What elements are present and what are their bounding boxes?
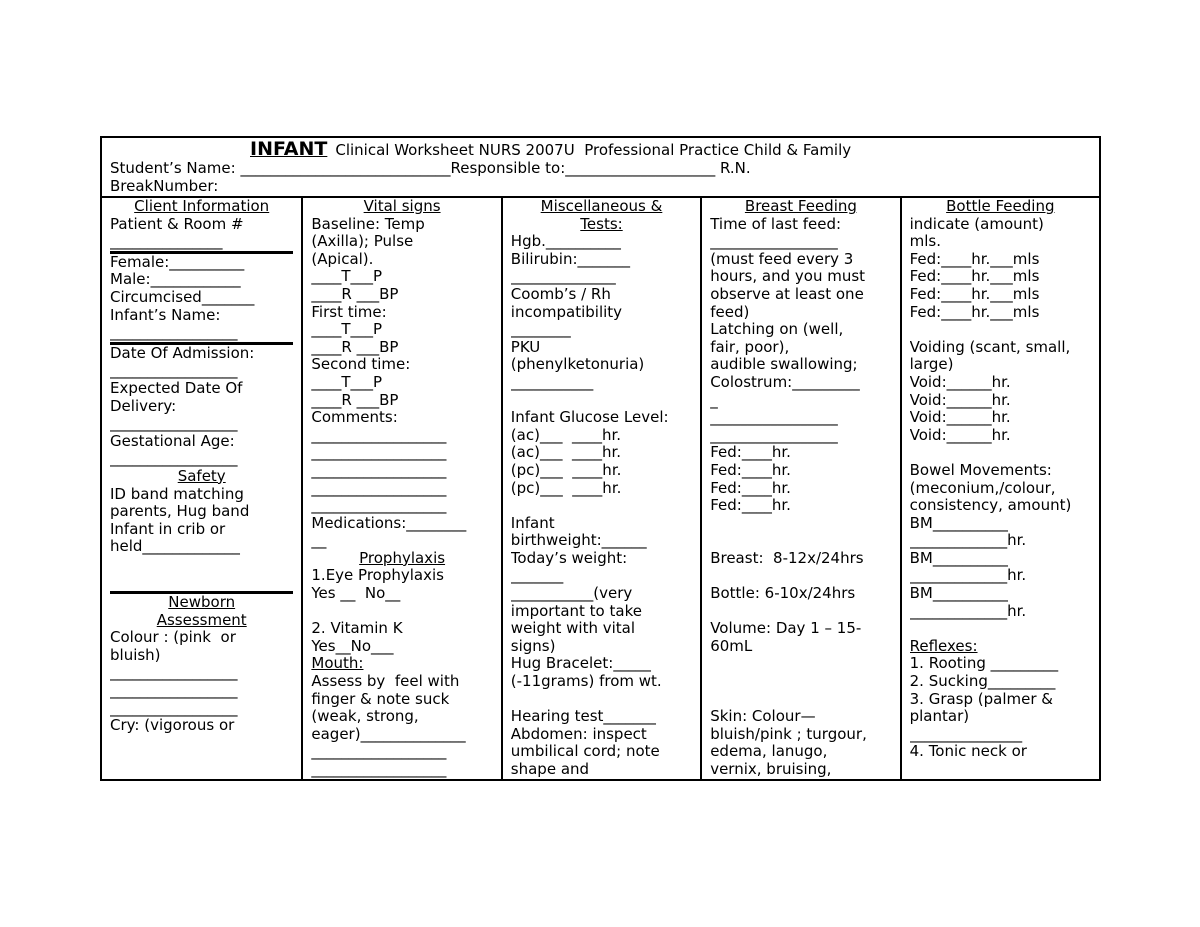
- text-line: observe at least one: [710, 285, 864, 303]
- spacer: [710, 603, 899, 621]
- text-line: (phenylketonuria): [510, 356, 645, 374]
- blank-field[interactable]: (pc)___ ____hr.: [510, 479, 622, 497]
- worksheet-title: INFANT: [250, 138, 328, 160]
- spacer: [910, 321, 1099, 339]
- worksheet-header: [102, 138, 1099, 198]
- blank-field[interactable]: _________________: [110, 362, 238, 380]
- blank-field[interactable]: BM__________: [909, 514, 1008, 532]
- text-line: Comments:: [311, 409, 398, 427]
- text-line: plantar): [909, 708, 970, 726]
- vital-signs-column: [301, 198, 500, 779]
- blank-field[interactable]: ___________: [510, 373, 594, 391]
- text-line: parents, Hug band: [110, 503, 250, 521]
- text-line: Coomb’s / Rh: [510, 285, 611, 303]
- blank-field[interactable]: Hug Bracelet:_____: [510, 655, 651, 673]
- text-line: large): [909, 356, 954, 374]
- text-line: weight with vital: [510, 620, 636, 638]
- text-line: umbilical cord; note: [510, 743, 660, 761]
- column-heading: Vital signs: [363, 198, 441, 215]
- blank-field[interactable]: Void:______hr.: [909, 426, 1011, 444]
- blank-field[interactable]: (ac)___ ____hr.: [510, 444, 622, 462]
- blank-field[interactable]: Yes__No___: [311, 637, 394, 655]
- mouth-heading: Mouth:: [311, 655, 364, 673]
- clinical-worksheet: [100, 136, 1101, 781]
- student-name-line[interactable]: Student’s Name: ____________________________Responsible to:____________________ R.N.: [110, 159, 751, 177]
- column-heading: Miscellaneous &: [540, 198, 663, 215]
- blank-field[interactable]: _________________: [110, 450, 238, 468]
- spacer: [710, 691, 899, 709]
- blank-field[interactable]: __________________: [311, 743, 447, 761]
- blank-field[interactable]: (ac)___ ____hr.: [510, 426, 622, 444]
- text-line: finger & note suck: [311, 690, 450, 708]
- blank-field[interactable]: Male:____________: [110, 271, 241, 289]
- text-line: Today’s weight:: [510, 549, 628, 567]
- text-line: 4. Tonic neck or: [909, 743, 1027, 761]
- prophylaxis-heading: Prophylaxis: [359, 549, 446, 567]
- text-line: Date Of Admission:: [110, 344, 255, 362]
- text-line: (weak, strong,: [311, 708, 419, 726]
- text-line: (Apical).: [311, 250, 374, 268]
- blank-field[interactable]: _____________hr.: [909, 532, 1027, 550]
- text-line: important to take: [510, 602, 642, 620]
- blank-field[interactable]: Yes __ No__: [311, 585, 401, 603]
- blank-field[interactable]: ________: [510, 321, 571, 339]
- blank-field[interactable]: ____R ___BP: [311, 391, 399, 409]
- text-line: Gestational Age:: [110, 432, 235, 450]
- assessment-heading: Assessment: [156, 611, 247, 629]
- blank-field[interactable]: _____________hr.: [909, 602, 1027, 620]
- blank-field[interactable]: _________________: [110, 699, 238, 717]
- spacer: [110, 573, 301, 591]
- text-line: Baseline: Temp: [311, 215, 425, 233]
- text-line: Bottle: 6-10x/24hrs: [710, 585, 856, 603]
- text-line: Infant’s Name:: [110, 306, 221, 324]
- blank-field[interactable]: Fed:____hr.: [710, 479, 791, 497]
- blank-field[interactable]: Fed:____hr.___mls: [909, 303, 1040, 321]
- column-heading-2: Tests:: [580, 215, 623, 233]
- text-line: Colour : (pink or: [110, 629, 236, 647]
- blank-field[interactable]: birthweight:______: [510, 532, 647, 550]
- spacer: [710, 532, 899, 550]
- blank-field[interactable]: __________________: [311, 479, 447, 497]
- bottle-feeding-column: [900, 198, 1099, 779]
- worksheet-columns: [102, 198, 1099, 779]
- blank-field[interactable]: __: [311, 532, 327, 550]
- text-line: Skin: Colour—: [710, 708, 816, 726]
- client-information-column: [102, 198, 301, 779]
- blank-field[interactable]: __________________: [311, 426, 447, 444]
- text-line: (must feed every 3: [710, 250, 854, 268]
- spacer: [511, 691, 700, 709]
- blank-field[interactable]: Circumcised_______: [110, 288, 255, 306]
- blank-field[interactable]: _________________: [110, 664, 238, 682]
- spacer: [710, 673, 899, 691]
- blank-field[interactable]: BM__________: [909, 549, 1008, 567]
- blank-field[interactable]: Fed:____hr.___mls: [909, 285, 1040, 303]
- spacer: [311, 603, 500, 621]
- blank-field[interactable]: _________________: [710, 409, 838, 427]
- blank-field[interactable]: _____________hr.: [909, 567, 1027, 585]
- text-line: audible swallowing;: [710, 356, 858, 374]
- blank-field[interactable]: Fed:____hr.___mls: [909, 268, 1040, 286]
- blank-field[interactable]: Fed:____hr.___mls: [909, 250, 1040, 268]
- blank-field[interactable]: __________________: [311, 444, 447, 462]
- text-line: First time:: [311, 303, 387, 321]
- text-line: Abdomen: inspect: [510, 725, 647, 743]
- safety-heading: Safety: [177, 467, 226, 485]
- column-heading: Bottle Feeding: [946, 198, 1055, 215]
- text-line: Bowel Movements:: [909, 461, 1052, 479]
- spacer: [910, 444, 1099, 462]
- blank-field[interactable]: ___________(very: [510, 585, 633, 603]
- blank-field[interactable]: 1. Rooting _________: [909, 655, 1059, 673]
- text-line: incompatibility: [510, 303, 623, 321]
- text-line: bluish/pink ; turgour,: [710, 725, 867, 743]
- text-line: hours, and you must: [710, 268, 866, 286]
- blank-field[interactable]: _______________: [909, 725, 1023, 743]
- text-line: Expected Date Of: [110, 379, 243, 397]
- text-line: 1.Eye Prophylaxis: [311, 567, 444, 585]
- blank-field[interactable]: Void:______hr.: [909, 409, 1011, 427]
- blank-field[interactable]: Hearing test_______: [510, 708, 656, 726]
- text-line: signs): [510, 637, 556, 655]
- worksheet-subtitle: Clinical Worksheet NURS 2007U Professional Practice Child & Family: [335, 141, 852, 159]
- text-line: PKU: [510, 338, 541, 356]
- text-line: (-11grams) from wt.: [510, 673, 662, 691]
- text-line: bluish): [110, 646, 161, 664]
- text-line: consistency, amount): [909, 497, 1072, 515]
- text-line: vernix, bruising,: [710, 761, 832, 778]
- text-line: Assess by feel with: [311, 673, 460, 691]
- miscellaneous-tests-column: [501, 198, 700, 779]
- text-line: feed): [710, 303, 750, 321]
- blank-field[interactable]: _________________: [710, 233, 838, 251]
- blank-field[interactable]: _: [710, 391, 718, 409]
- text-line: 3. Grasp (palmer &: [909, 690, 1053, 708]
- text-line: (Axilla); Pulse: [311, 233, 414, 251]
- blank-field[interactable]: __________________: [311, 497, 447, 515]
- text-line: Delivery:: [110, 397, 177, 415]
- text-line: ID band matching: [110, 485, 244, 503]
- blank-field[interactable]: Bilirubin:_______: [510, 250, 631, 268]
- blank-field[interactable]: ____T___P: [311, 268, 383, 286]
- column-heading: Client Information: [134, 198, 270, 215]
- blank-field[interactable]: Medications:________: [311, 514, 467, 532]
- column-heading: Breast Feeding: [744, 198, 857, 215]
- blank-field[interactable]: Colostrum:_________: [710, 373, 860, 391]
- text-line: indicate (amount): [909, 215, 1044, 233]
- spacer: [511, 497, 700, 515]
- blank-field[interactable]: Void:______hr.: [909, 373, 1011, 391]
- blank-field[interactable]: _________________: [110, 682, 238, 700]
- text-line: Time of last feed:: [710, 215, 842, 233]
- text-line: 2. Vitamin K: [311, 620, 403, 638]
- blank-field[interactable]: ____R ___BP: [311, 338, 399, 356]
- text-line: Infant: [510, 514, 555, 532]
- text-line: Infant Glucose Level:: [510, 409, 669, 427]
- blank-field[interactable]: Hgb.__________: [510, 233, 621, 251]
- blank-field[interactable]: (pc)___ ____hr.: [510, 461, 622, 479]
- blank-field[interactable]: held_____________: [110, 538, 240, 556]
- text-line: fair, poor),: [710, 338, 790, 356]
- blank-field[interactable]: _______: [510, 567, 564, 585]
- text-line: Latching on (well,: [710, 321, 844, 339]
- blank-field[interactable]: Fed:____hr.: [710, 444, 791, 462]
- reflexes-heading: Reflexes:: [909, 637, 978, 655]
- text-line: Patient & Room #: [110, 215, 244, 233]
- blank-field[interactable]: ____T___P: [311, 373, 383, 391]
- text-line: 60mL: [710, 637, 753, 655]
- blank-field[interactable]: ____R ___BP: [311, 285, 399, 303]
- text-line: Infant in crib or: [110, 520, 226, 538]
- break-number-line[interactable]: BreakNumber:: [110, 177, 219, 195]
- text-line: edema, lanugo,: [710, 743, 828, 761]
- blank-field[interactable]: Fed:____hr.: [710, 497, 791, 515]
- text-line: Voiding (scant, small,: [909, 338, 1071, 356]
- breast-feeding-column: [700, 198, 899, 779]
- blank-field[interactable]: _________________: [710, 426, 838, 444]
- spacer: [710, 567, 899, 585]
- blank-field[interactable]: eager)______________: [311, 725, 466, 743]
- text-line: mls.: [909, 233, 941, 251]
- blank-field[interactable]: 2. Sucking_________: [909, 673, 1056, 691]
- blank-field[interactable]: _______________: [110, 233, 223, 251]
- blank-field[interactable]: ____T___P: [311, 321, 383, 339]
- text-line: Cry: (vigorous or: [110, 717, 235, 735]
- blank-field[interactable]: Female:__________: [110, 253, 245, 271]
- blank-field[interactable]: Void:______hr.: [909, 391, 1011, 409]
- text-line: Breast: 8-12x/24hrs: [710, 549, 864, 567]
- spacer: [710, 655, 899, 673]
- blank-field[interactable]: _________________: [110, 324, 238, 342]
- blank-field[interactable]: __________________: [311, 761, 447, 778]
- spacer: [110, 556, 301, 574]
- text-line: shape and: [510, 761, 590, 778]
- spacer: [710, 515, 899, 533]
- blank-field[interactable]: __________________: [311, 461, 447, 479]
- text-line: Second time:: [311, 356, 411, 374]
- spacer: [511, 392, 700, 410]
- blank-field[interactable]: ______________: [510, 268, 616, 286]
- text-line: Volume: Day 1 – 15-: [710, 620, 862, 638]
- blank-field[interactable]: _________________: [110, 415, 238, 433]
- text-line: (meconium,/colour,: [909, 479, 1056, 497]
- blank-field[interactable]: BM__________: [909, 585, 1008, 603]
- blank-field[interactable]: Fed:____hr.: [710, 461, 791, 479]
- newborn-heading: Newborn: [168, 594, 236, 612]
- spacer: [910, 620, 1099, 638]
